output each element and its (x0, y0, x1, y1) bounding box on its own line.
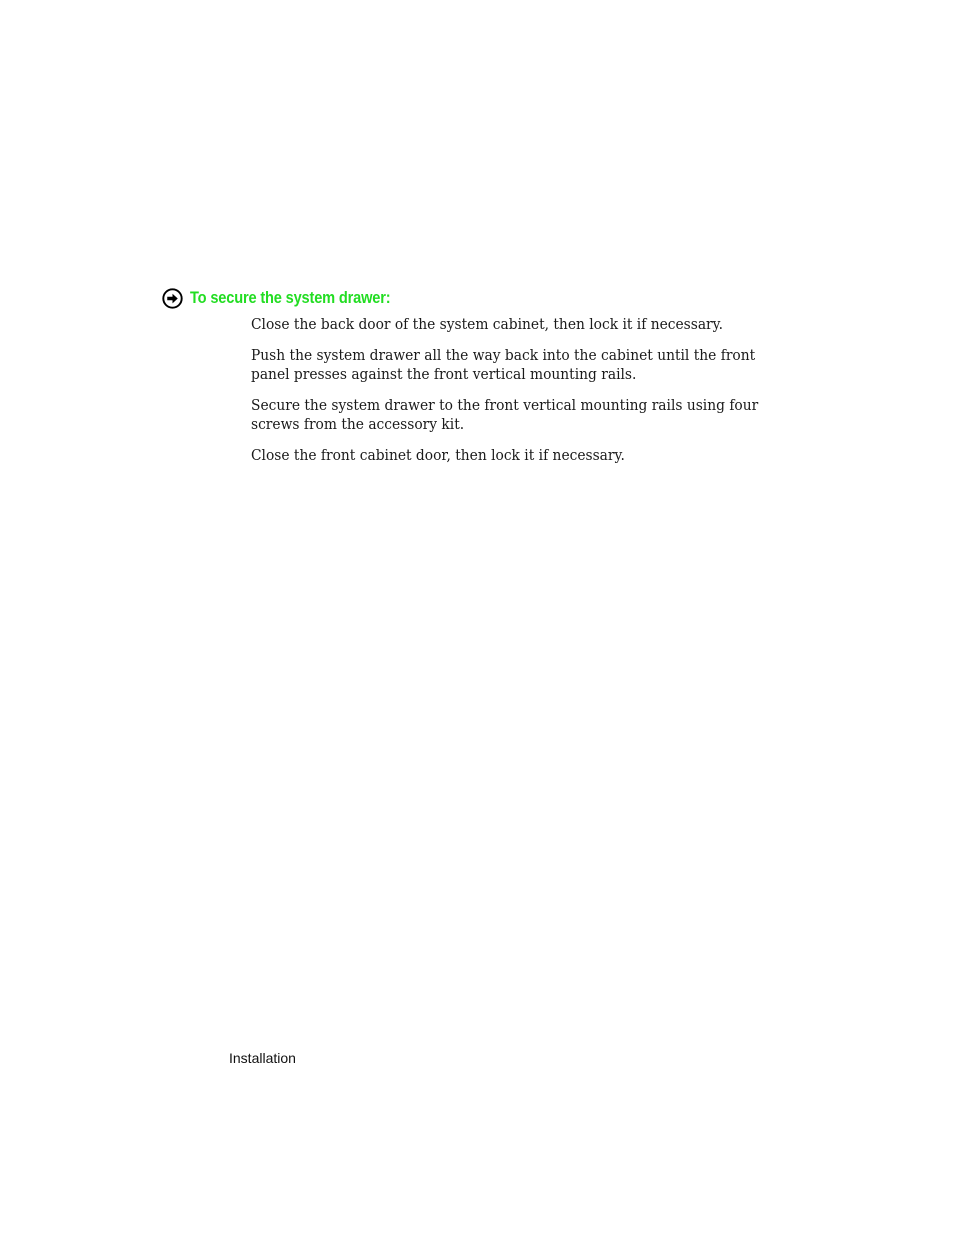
step-2: Push the system drawer all the way back into the cabinet until the front panel presses against the front vertical mounting rails. (251, 346, 756, 383)
step-1: Close the back door of the system cabinet, then lock it if necessary. (251, 315, 724, 333)
procedure-steps (251, 315, 781, 477)
procedure-heading (162, 287, 423, 309)
step-3: Secure the system drawer to the front vertical mounting rails using four screws from the accessory kit. (251, 396, 759, 433)
footer-section-label: Installation (229, 1050, 296, 1066)
arrow-right-circle-icon (162, 288, 183, 309)
procedure-title: To secure the system drawer: (190, 288, 391, 307)
step-4: Close the front cabinet door, then lock it if necessary. (251, 446, 625, 464)
